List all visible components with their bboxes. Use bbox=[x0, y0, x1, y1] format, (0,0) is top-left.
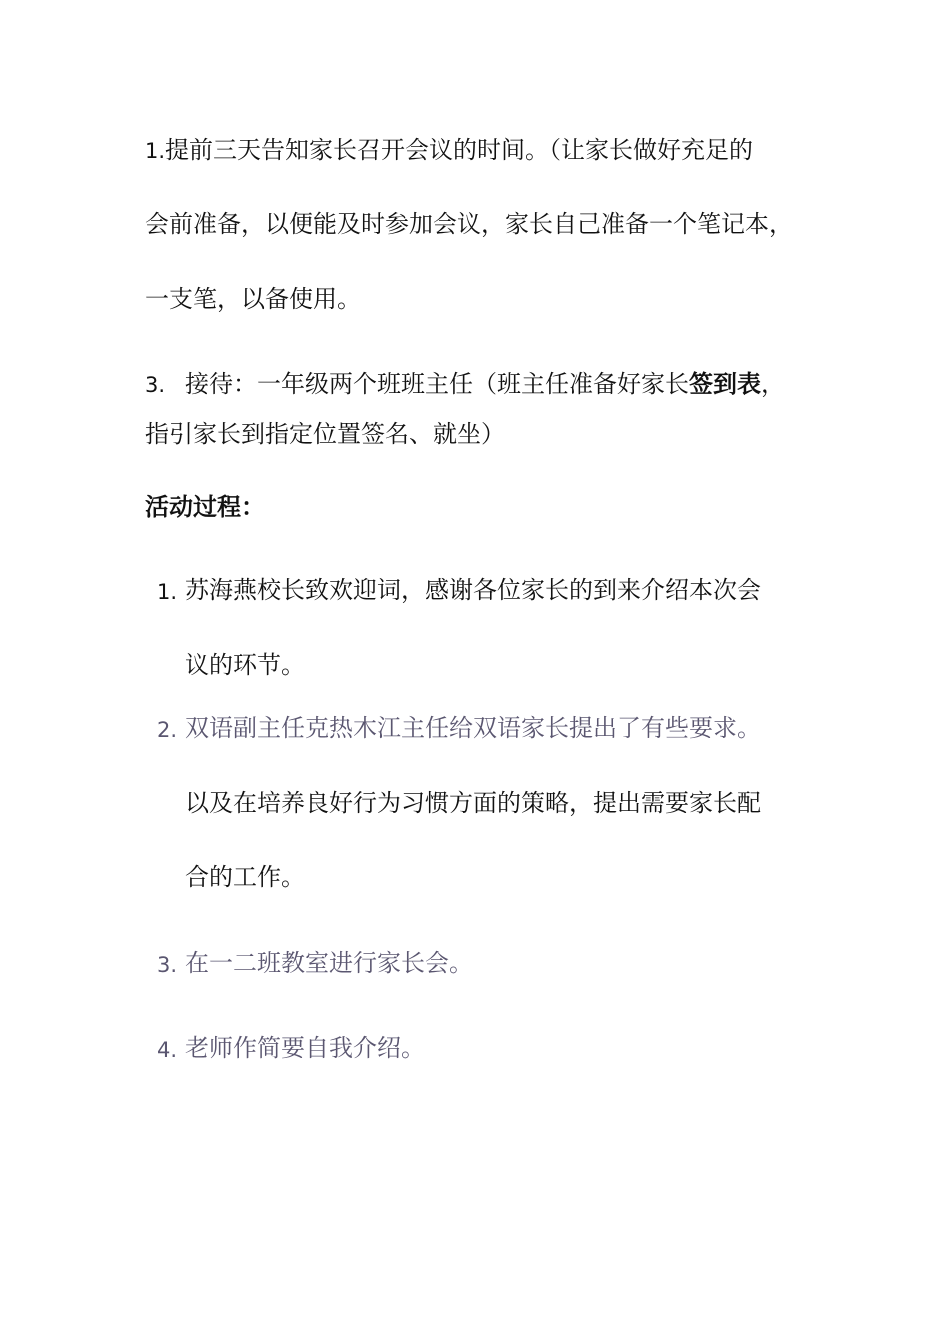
prep-item-1-text: 提前三天告知家长召开会议的时间。（让家长做好充足的 bbox=[165, 136, 754, 164]
process-item-2-line-3: 合的工作。 bbox=[185, 863, 305, 891]
prep-item-3-line-1 bbox=[145, 369, 785, 400]
prep-item-3-comma: ， bbox=[761, 370, 786, 398]
process-item-1-number: 1. bbox=[157, 580, 178, 604]
prep-item-1-line-3: 一支笔，以备使用。 bbox=[145, 285, 361, 313]
prep-item-1-number: 1. bbox=[145, 139, 166, 163]
process-item-1-line-1: 苏海燕校长致欢迎词，感谢各位家长的到来介绍本次会 bbox=[185, 576, 761, 604]
process-item-4-line-1: 老师作简要自我介绍。 bbox=[185, 1034, 425, 1062]
process-item-1-line-2: 议的环节。 bbox=[185, 651, 305, 679]
process-item-3-number: 3. bbox=[157, 953, 178, 977]
process-item-2-number: 2. bbox=[157, 718, 178, 742]
prep-item-3-number: 3. bbox=[145, 373, 166, 397]
section-heading: 活动过程： bbox=[145, 493, 265, 521]
process-item-2-line-2: 以及在培养良好行为习惯方面的策略，提出需要家长配 bbox=[185, 789, 761, 817]
prep-item-1-line-2: 会前准备，以便能及时参加会议，家长自己准备一个笔记本， bbox=[145, 210, 793, 238]
process-item-3-line-1: 在一二班教室进行家长会。 bbox=[185, 949, 473, 977]
process-item-2-line-1: 双语副主任克热木江主任给双语家长提出了有些要求。 bbox=[185, 714, 761, 742]
prep-item-3-text: 接待：一年级两个班班主任（班主任准备好家长 bbox=[185, 370, 690, 398]
prep-item-1-line-1 bbox=[145, 135, 753, 166]
prep-item-3-bold-text: 签到表 bbox=[689, 370, 762, 398]
process-item-4-number: 4. bbox=[157, 1038, 178, 1062]
prep-item-3-line-2: 指引家长到指定位置签名、就坐） bbox=[145, 420, 505, 448]
